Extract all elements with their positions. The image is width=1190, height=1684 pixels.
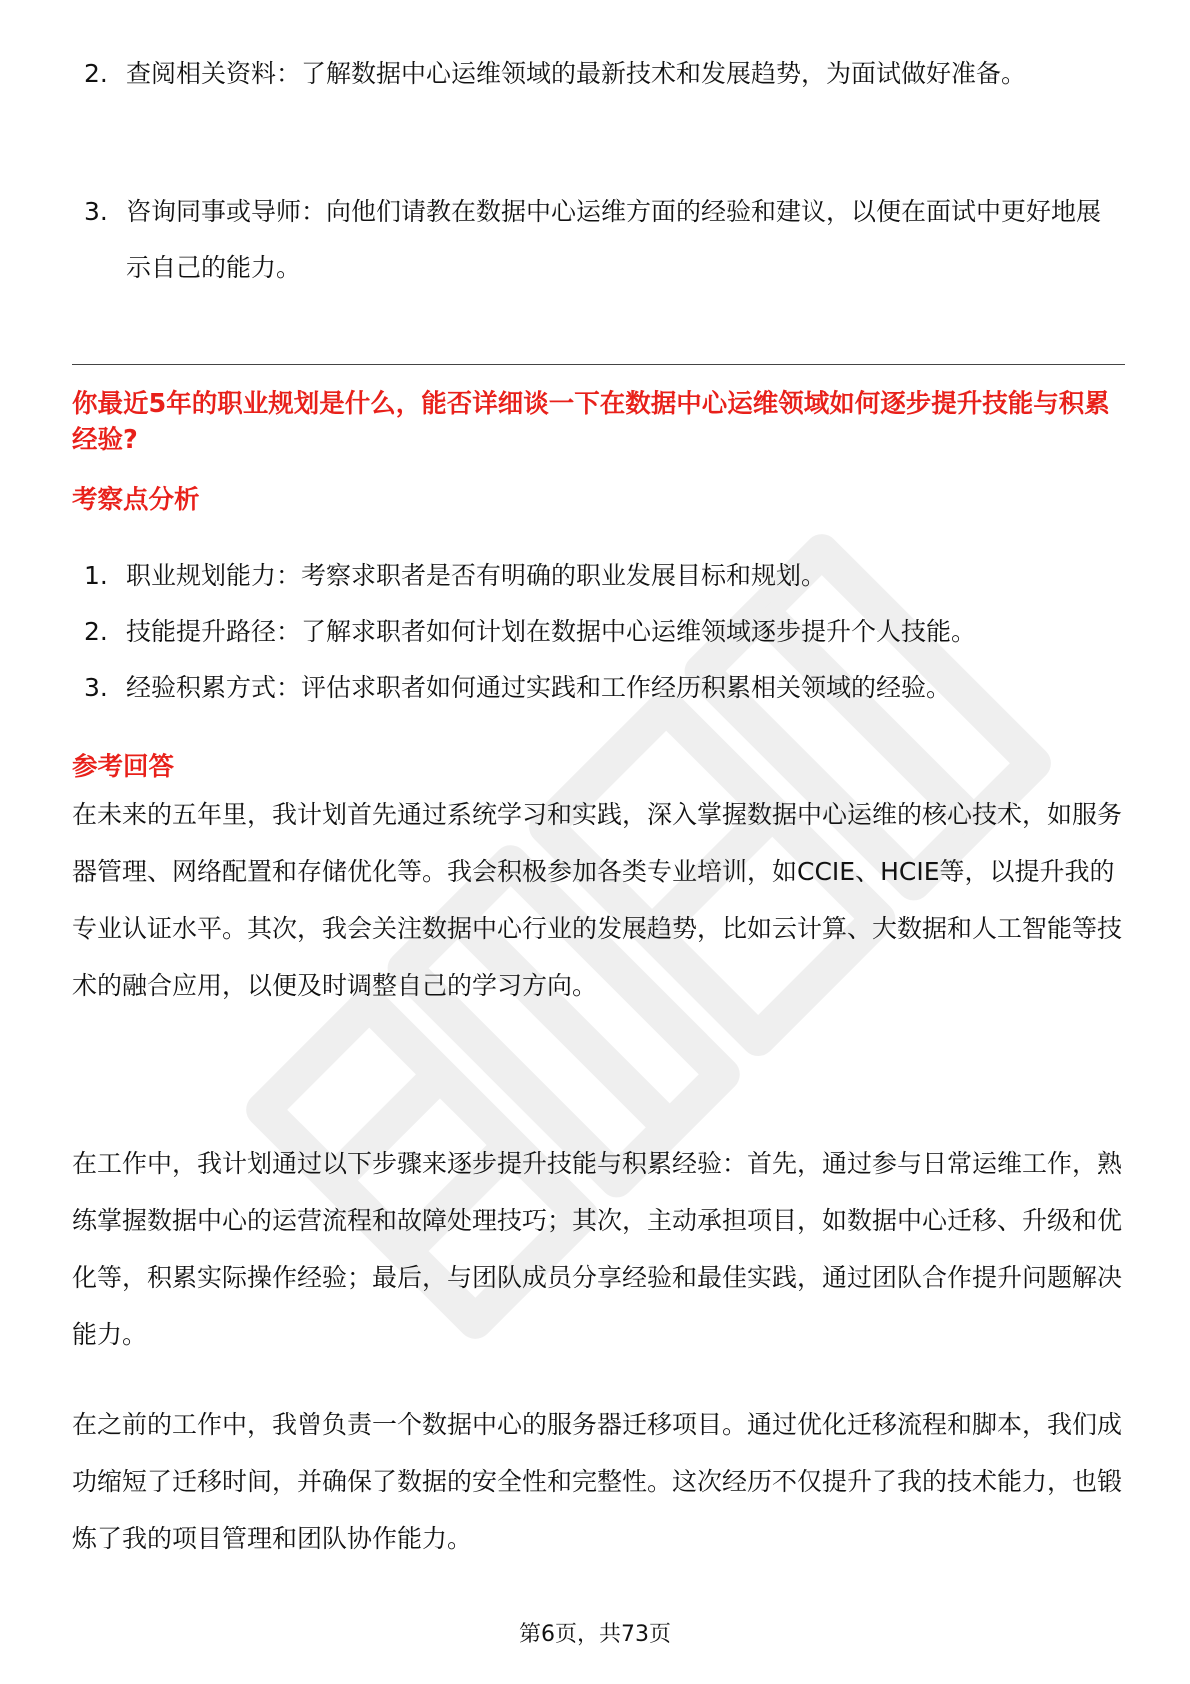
list-item [84,604,1124,660]
list-item [84,660,1124,716]
question-heading: 你最近5年的职业规划是什么，能否详细谈一下在数据中心运维领域如何逐步提升技能与积累经验? [72,389,1110,455]
section-divider [72,364,1125,365]
list-text: 职业规划能力：考察求职者是否有明确的职业发展目标和规划。 [126,561,827,590]
answer-paragraph: 在未来的五年里，我计划首先通过系统学习和实践，深入掌握数据中心运维的核心技术，如服务器管理、网络配置和存储优化等。我会积极参加各类专业培训，如CCIE、HCIE等，以提升我的专业认证水平。其次，我会关注数据中心行业的发展趋势，比如云计算、大数据和人工智能等技术的融合应用，以便及时调整自己的学习方向。 [72,800,1123,1000]
list-text: 咨询同事或导师：向他们请教在数据中心运维方面的经验和建议，以便在面试中更好地展示自己的能力。 [126,197,1102,282]
list-number: 3. [84,197,108,226]
answer-paragraph: 在之前的工作中，我曾负责一个数据中心的服务器迁移项目。通过优化迁移流程和脚本，我们成功缩短了迁移时间，并确保了数据的安全性和完整性。这次经历不仅提升了我的技术能力，也锻炼了我的项目管理和团队协作能力。 [72,1410,1123,1553]
answer-paragraph: 在工作中，我计划通过以下步骤来逐步提升技能与积累经验：首先，通过参与日常运维工作，熟练掌握数据中心的运营流程和故障处理技巧；其次，主动承担项目，如数据中心迁移、升级和优化等，积累实际操作经验；最后，与团队成员分享经验和最佳实践，通过团队合作提升问题解决能力。 [72,1149,1123,1349]
list-number: 2. [84,59,108,88]
list-text: 经验积累方式：评估求职者如何通过实践和工作经历积累相关领域的经验。 [126,673,952,702]
list-text: 技能提升路径：了解求职者如何计划在数据中心运维领域逐步提升个人技能。 [126,617,977,646]
list-number: 3. [84,673,108,702]
list-number: 2. [84,617,108,646]
list-item [84,46,1124,102]
page-number: 第6页，共73页 [519,1622,671,1647]
list-text: 查阅相关资料：了解数据中心运维领域的最新技术和发展趋势，为面试做好准备。 [126,59,1027,88]
list-item [84,184,1124,296]
list-number: 1. [84,561,108,590]
list-item [84,548,1124,604]
analysis-heading: 考察点分析 [72,485,200,515]
answer-heading: 参考回答 [72,752,175,782]
